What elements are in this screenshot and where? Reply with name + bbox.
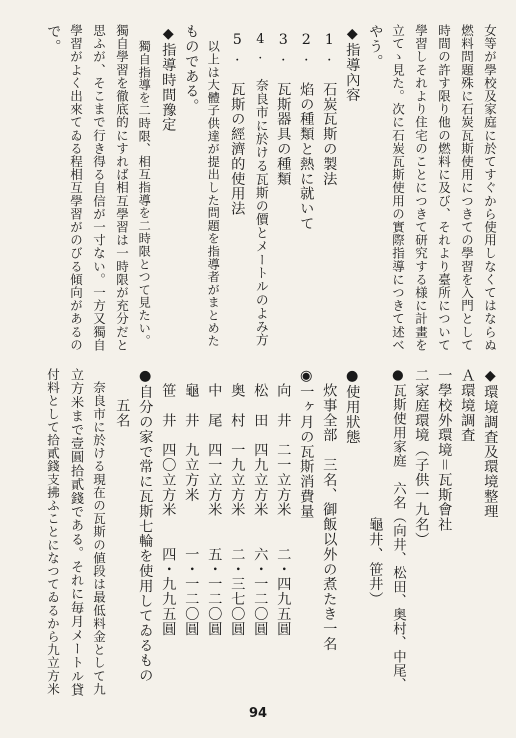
text-column: 立てゝ見た。次に石炭瓦斯使用の實際指導につきて述べ (390, 24, 406, 352)
list-item: 4. 奈良市に於ける瓦斯の價とメートルのよみ方 (252, 32, 268, 347)
text-column: やう。 (367, 24, 384, 69)
text-column: ●使用狀態 (344, 368, 361, 445)
text-column: 一學校外環境＝瓦斯會社 (436, 368, 453, 532)
text-column: 時間の許す限り他の燃料に及び、それより臺所について (436, 24, 452, 352)
page-number: 94 (248, 706, 268, 721)
table-row: 奥 村 一九立方米 二・三七〇圓 (229, 368, 246, 637)
text-column: 二家庭環境（子供一九名） (413, 368, 430, 547)
section-heading: ◆指導時間豫定 (160, 26, 177, 132)
text-column: 思ふが、そこまで行き得る自信が一寸ない。一方又獨自 (91, 24, 107, 352)
text-column: 五名 (114, 368, 131, 428)
table-row: 中 尾 四一立方米 五・一二〇圓 (206, 368, 223, 637)
text-column: ◉一ヶ月の瓦斯消費量 (298, 368, 315, 519)
list-item: 2. 焰の種類と熱に就いて (298, 32, 315, 231)
text-column: 學習がよく出來てゐる程相互學習がのびる傾向があるの (68, 24, 84, 352)
text-column: 付料として拾貳錢支拂ふことになつてゐるから九立方米 (45, 368, 61, 696)
text-column: で。 (45, 24, 62, 54)
text-column: 獨自指導を二時限、相互指導を二時限とつて見たい。 (137, 40, 152, 348)
section-heading: ◆指導內容 (344, 26, 361, 103)
table-row: 龜 井 九立方米 一・一二〇圓 (183, 368, 200, 637)
text-column: 以上は大體子供達が提出した問題を指導者がまとめた (206, 40, 221, 348)
text-column: 燃料問題殊に石炭瓦斯使用につきての學習を入門として (459, 24, 475, 352)
text-column: ●瓦斯使用家庭 六名（向井、松田、奥村、中尾、 (390, 368, 406, 692)
text-column: 學習しそれより住宅のことにつきて研究する様に計畫を (413, 24, 429, 352)
text-column: ●自分の家で常に瓦斯七輪を使用してゐるもの (137, 368, 154, 683)
text-column: 獨自學習を徹底的にすれば相互學習は一時限が充分だと (114, 24, 130, 352)
text-column: 炊事全部 三名、御飯以外の煮たき一名 (321, 368, 338, 652)
table-row: 松 田 四九立方米 六・一二〇圓 (252, 368, 269, 637)
list-item: 3. 瓦斯器具の種類 (275, 32, 292, 187)
table-row: 向 井 二一立方米 二・四九五圓 (275, 368, 292, 637)
subsection-heading: Ａ環境調査 (459, 368, 476, 443)
text-column: 奈良市に於ける現在の瓦斯の値段は最低料金として九 (91, 368, 107, 696)
text-column: ものである。 (183, 24, 200, 114)
text-column: 龜井、笹井） (367, 368, 384, 607)
text-column: 女等が學校及家庭に於てすぐから使用しなくてはならぬ (482, 24, 498, 352)
table-row: 笹 井 四〇立方米 四・九九五圓 (160, 368, 177, 637)
list-item: 1. 石炭瓦斯の製法 (321, 32, 338, 187)
list-item: 5. 瓦斯の經濟的使用法 (229, 32, 246, 216)
section-heading: ◆環境調査及環境整理 (482, 368, 499, 519)
text-column: 立方米まで壹圓拾貳錢である。それに毎月メートル貸 (68, 368, 84, 697)
